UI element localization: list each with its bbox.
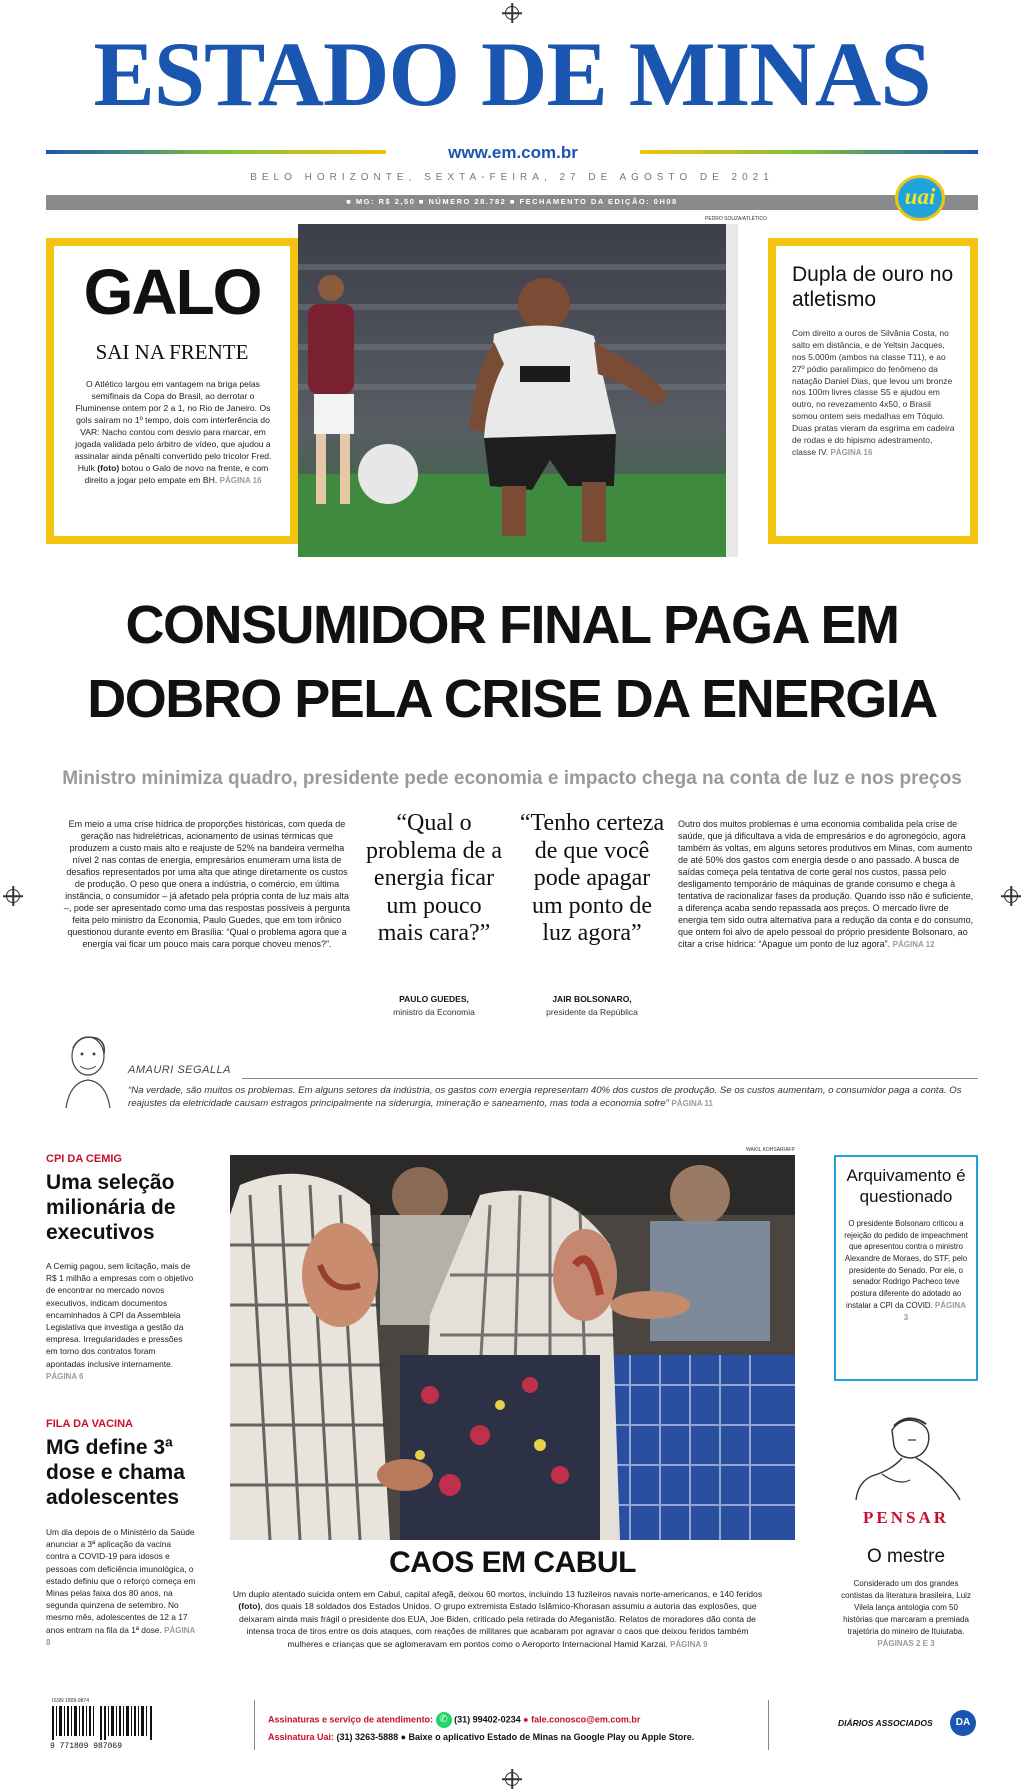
registration-mark-top	[505, 6, 519, 20]
registration-mark-bottom	[505, 1772, 519, 1786]
whatsapp-icon[interactable]: ✆	[436, 1712, 452, 1728]
footer-line1-email[interactable]: ● fale.conosco@em.com.br	[523, 1714, 641, 1725]
columnist-quote: “Na verdade, são muitos os problemas. Em alguns setores da indústria, os gastos com energia representam 40% dos custos de produção. Se os custos aumentam, o consumidor paga a conta. Os reajustes da eletricidade causam estragos principalmente na siderurgia, mineração e saneamento, mas toda a economia sofre”	[128, 1085, 962, 1110]
quote-bolsonaro: “Tenho certeza de que você pode apagar um ponto de luz agora”	[519, 810, 665, 947]
cabul-photo	[230, 1155, 795, 1540]
galo-page-ref: PÁGINA 16	[219, 476, 262, 486]
pensar-sketch	[852, 1410, 964, 1502]
uai-logo[interactable]	[895, 175, 945, 221]
footer-line1-label: Assinaturas e serviço de atendimento:	[268, 1714, 434, 1725]
galo-body-text: O Atlético largou em vantagem na briga pelas semifinais da Copa do Brasil, ao derrotar o Fluminense ontem por 2 a 1, no Rio de Janeiro. Os gols saíram no 1º tempo, dois com interferência do VAR: Nacho contou com desvio para marcar, em jogada validada pelo árbitro de vídeo, que ajudou a assinalar ainda pênalti convertido pelo tricolor Fred. Hulk	[74, 379, 272, 474]
hulk-photo-illustration	[298, 224, 738, 557]
registration-mark-left	[6, 889, 20, 903]
cabul-photo-credit: WAKIL KOHSAR/AFP	[746, 1147, 795, 1153]
registration-mark-right	[1004, 889, 1018, 903]
galo-foto-label: (foto)	[97, 463, 120, 474]
barcode-top: ISSN 1809-9874	[52, 1698, 89, 1704]
pensar-label[interactable]: PENSAR	[862, 1508, 949, 1527]
uai-logo-text: uai	[904, 184, 936, 209]
barcode-bars	[50, 1706, 156, 1740]
masthead-url[interactable]: www.em.com.br	[448, 143, 578, 162]
cabul-body-text: Um duplo atentado suicida ontem em Cabul, capital afegã, deixou 60 mortos, incluindo 13 fuzileiros navais norte-americanos, e 140 feridos	[232, 1589, 763, 1599]
arquivamento-body-text: O presidente Bolsonaro criticou a rejeição do pedido de impeachment que apresentou contra o ministro Alexandre de Moraes, do STF, pelo presidente do Senado. Por ele, o senador Rodrigo Pacheco teve postura diferente do adotado ao instalar a CPI da COVID.	[844, 1219, 968, 1310]
columnist-text	[128, 1084, 978, 1111]
main-headline-line2[interactable]: DOBRO PELA CRISE DA ENERGIA	[87, 669, 937, 729]
columnist-page-ref: PÁGINA 11	[671, 1099, 713, 1109]
main-col-right-text: Outro dos muitos problemas é uma economia combalida pela crise de saúde, que já dificultava a vida de empresários e do agronegócio, agora também às voltas, em alguns setores produtivos em Minas, com aumento de até 50% dos gastos com energia desde o ano passado. A busca de saídas começa pela tentativa de corte geral nos custos, passa pelo desligamento temporário de máquinas de grande consumo e chega à tentativa de racionalizar fases da produção. Quando isso não é suficiente, a diferença acaba sendo repassada aos preços. O mercado livre de energia tem sido outra alternativa para a redução da conta e do consumo, que ontem foi alvo de apelo pessoal do próprio presidente Bolsonaro, ao citar a crise hídrica: “Apague um ponto de luz agora”.	[678, 819, 974, 950]
galo-subhead: SAI NA FRENTE	[95, 340, 249, 364]
info-bar-text: ■ MG: R$ 2,50 ■ NÚMERO 28.782 ■ FECHAMENTO DA EDIÇÃO: 0H08	[346, 197, 678, 206]
quote-guedes-role: ministro da Economia	[393, 1007, 475, 1017]
quote-guedes-name: PAULO GUEDES,	[399, 994, 469, 1004]
footer-rule-left	[254, 1700, 255, 1750]
columnist-portrait	[60, 1030, 116, 1110]
vacina-headline[interactable]: MG define 3ª dose e chama adolescentes	[46, 1436, 185, 1510]
cabul-page-ref: PÁGINA 9	[670, 1639, 708, 1649]
main-subhead: Ministro minimiza quadro, presidente pede economia e impacto chega na conta de luz e nos preços	[62, 768, 962, 789]
masthead-rule-right	[640, 150, 978, 154]
pensar-body	[840, 1578, 972, 1650]
footer-line1-phone[interactable]: (31) 99402-0234	[454, 1714, 521, 1725]
diarios-associados-logo	[950, 1710, 976, 1736]
pensar-page-ref: PÁGINAS 2 E 3	[877, 1639, 935, 1648]
atletismo-body-text: Com direito a ouros de Silvânia Costa, no salto em distância, e de Yeltsin Jacques, nos 5.000m (ambos na classe T11), e ao 27º pódio paralímpico do fenômeno da natação Daniel Dias, que levou um bronze nos 100m livres classe S5 e ajudou em outro, no revezamento 4x50, o Brasil somou ontem seis medalhas em Tóquio. Duas pratas vieram da esgrima em cadeira de rodas e do hipismo adestramento, classe IV.	[792, 328, 955, 457]
galo-body	[70, 378, 276, 486]
dateline: BELO HORIZONTE, SEXTA-FEIRA, 27 DE AGOSTO DE 2021	[250, 172, 774, 183]
main-col-right	[678, 818, 978, 951]
cabul-photo-illustration	[230, 1155, 795, 1540]
diarios-associados-brand[interactable]: DIÁRIOS ASSOCIADOS	[838, 1718, 933, 1728]
pensar-headline[interactable]: O mestre	[866, 1546, 946, 1567]
footer-line2-label: Assinatura Uai:	[268, 1732, 335, 1742]
galo-body-end: botou o Galo de novo na frente, e com direito a jogar pelo empate em BH.	[84, 463, 269, 486]
vacina-body	[46, 1526, 196, 1649]
diarios-associados-logo-text: DA	[955, 1717, 971, 1728]
main-col-right-page-ref: PÁGINA 12	[892, 940, 935, 950]
quote-guedes: “Qual o problema de a energia ficar um pouco mais cara?”	[366, 810, 502, 947]
vacina-body-text: Um dia depois de o Ministério da Saúde anunciar a 3ª aplicação da vacina contra a COVID-19 para idosos e pessoas com deficiência imunológica, o estado definiu que o reforço começa em Minas pelas faixa dos 80 anos, na segunda quinzena de setembro. No mesmo mês, adolescentes de 12 a 17 anos entram na fila da 1ª dose.	[46, 1527, 196, 1635]
cpi-headline[interactable]: Uma seleção milionária de executivos	[46, 1171, 176, 1245]
vacina-page-ref: PÁGINA 8	[46, 1625, 195, 1648]
atletismo-page-ref: PÁGINA 16	[830, 447, 873, 457]
arquivamento-body	[844, 1218, 968, 1324]
cpi-page-ref: PÁGINA 6	[46, 1371, 84, 1381]
quote-bolsonaro-name: JAIR BOLSONARO,	[552, 994, 632, 1004]
cpi-body	[46, 1260, 196, 1382]
footer-rule-right	[768, 1700, 769, 1750]
footer-line2-app[interactable]: ● Baixe o aplicativo Estado de Minas na Google Play ou Apple Store.	[400, 1732, 695, 1742]
main-col-left: Em meio a uma crise hídrica de proporções históricas, com queda de geração nas hidrelétricas, acionamento de usinas térmicas que produzem a custo mais alto e reajuste de 52% na bandeira vermelha nível 2 nas contas de energia, empresários enumeram uma lista de desafios representados por uma alta que atinge diretamente os custos de produção. O peso que onera a indústria, o comércio, em última instância, o consumidor – já afetado pela própria conta de luz mais alta –, pode ser apresentado como uma das respostas possíveis à pergunta feita pelo ministro da Economia, Paulo Guedes, que em tom irônico questionou durante evento em Brasília: “Qual o problema agora que a energia vai ficar um pouco mais cara porque choveu menos?”.	[63, 819, 351, 950]
footer-line2	[268, 1732, 768, 1742]
columnist-rule	[242, 1078, 978, 1079]
hulk-photo-credit: PEDRO SOUZA/ATLÉTICO	[705, 216, 767, 222]
main-headline-line1[interactable]: CONSUMIDOR FINAL PAGA EM	[125, 595, 899, 655]
cabul-body	[230, 1588, 765, 1650]
arquivamento-page-ref: PÁGINA 3	[903, 1300, 966, 1322]
barcode	[50, 1706, 156, 1740]
cpi-body-text: A Cemig pagou, sem licitação, mais de R$ 1 milhão a empresas com o objetivo de encontrar no mercado novos executivos, indicam documentos encaminhados à CPI da Assembleia Legislativa que investiga a gestão da empresa. Irregularidades e pressões em torno dos contratos foram apontadas inclusive internamente.	[46, 1261, 194, 1369]
hulk-photo	[298, 224, 738, 557]
vacina-kicker: FILA DA VACINA	[46, 1418, 133, 1430]
columnist-name[interactable]: AMAURI SEGALLA	[128, 1064, 231, 1076]
galo-headline[interactable]: GALO	[83, 256, 261, 328]
masthead-title: ESTADO DE MINAS	[93, 23, 931, 125]
cabul-body-end: , dos quais 18 soldados dos Estados Unidos. O grupo extremista Estado Islâmico-Khorasan assumiu a autoria das explosões, que deixaram ainda mais frágil o presidente dos EUA, Joe Biden, criticado pela retirada do Afeganistão. Relatos de moradores dão conta de intensa troca de tiros entre os dois ataques, com reações de militares que acabaram por agravar o caos que deixou feridos também mulheres e crianças que se aglomeravam em pontos como o Aeroporto Internacional Hamid Karzai.	[239, 1601, 757, 1649]
cabul-headline[interactable]: CAOS EM CABUL	[389, 1546, 636, 1579]
arquivamento-headline[interactable]: Arquivamento é questionado	[846, 1166, 966, 1206]
atletismo-headline[interactable]: Dupla de ouro no atletismo	[792, 263, 954, 312]
masthead-rule-left	[46, 150, 386, 154]
pensar-body-text: Considerado um dos grandes contistas da literatura brasileira, Luiz Vilela lança antologia com 50 histórias que marcaram a premiada trajetória do mineiro de Ituiutaba.	[841, 1579, 971, 1636]
footer-line1	[268, 1712, 768, 1728]
footer-line2-phone[interactable]: (31) 3263-5888	[336, 1732, 399, 1742]
barcode-number: 9 771809 987069	[50, 1742, 123, 1751]
pensar-sketch-drawing	[852, 1410, 964, 1502]
cpi-kicker: CPI DA CEMIG	[46, 1153, 122, 1165]
cabul-foto-label: (foto)	[238, 1601, 261, 1612]
columnist-portrait-sketch	[60, 1030, 116, 1110]
atletismo-body	[792, 328, 958, 459]
quote-bolsonaro-role: presidente da República	[546, 1007, 638, 1017]
